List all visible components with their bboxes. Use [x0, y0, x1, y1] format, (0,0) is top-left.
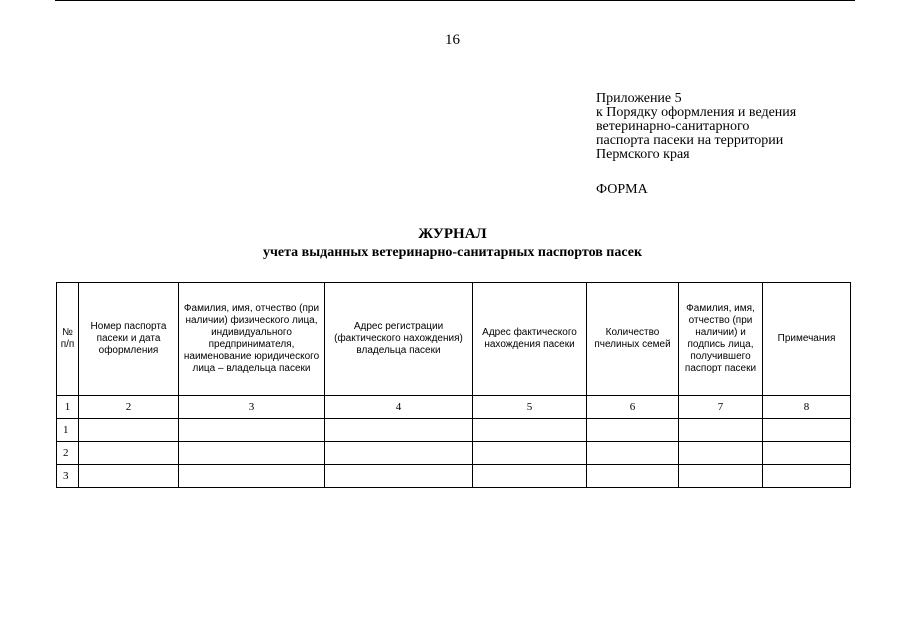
document-title: ЖУРНАЛ: [418, 226, 487, 242]
appendix-line: Приложение 5: [596, 91, 682, 106]
table-cell: [473, 419, 587, 442]
table-cell: [179, 465, 325, 488]
column-number-cell: 6: [587, 396, 679, 419]
appendix-line: к Порядку оформления и ведения: [596, 105, 797, 120]
header-cell: Адрес фактического нахождения пасеки: [473, 283, 587, 396]
table-cell: [325, 465, 473, 488]
appendix-line: ветеринарно-санитарного: [596, 119, 750, 134]
column-number-cell: 7: [679, 396, 763, 419]
header-row: [57, 283, 851, 396]
column-number-cell: 3: [179, 396, 325, 419]
appendix-block: [596, 92, 796, 162]
table-cell: [179, 442, 325, 465]
table-row: [57, 419, 851, 442]
table-cell: [79, 442, 179, 465]
appendix-line: Пермского края: [596, 147, 690, 162]
header-cell: Адрес регистрации (фактического нахождения) владельца пасеки: [325, 283, 473, 396]
table-cell: [587, 419, 679, 442]
column-number-cell: 8: [763, 396, 851, 419]
header-cell: Примечания: [763, 283, 851, 396]
header-cell: Номер паспорта пасеки и дата оформления: [79, 283, 179, 396]
form-label: ФОРМА: [596, 182, 648, 197]
column-number-cell: 4: [325, 396, 473, 419]
table-cell: [179, 419, 325, 442]
table-cell: [763, 465, 851, 488]
table-cell: [79, 419, 179, 442]
header-cell: Фамилия, имя, отчество (при наличии) физического лица, индивидуального предпринимателя, наименование юридического лица – владельца пасеки: [179, 283, 325, 396]
table-cell: [763, 419, 851, 442]
row-number-cell: 2: [57, 442, 79, 465]
appendix-line: паспорта пасеки на территории: [596, 133, 784, 148]
top-rule: [55, 0, 855, 1]
row-number-cell: 1: [57, 419, 79, 442]
row-number-cell: 3: [57, 465, 79, 488]
journal-table: [56, 282, 851, 488]
document-subtitle: учета выданных ветеринарно-санитарных паспортов пасек: [262, 245, 643, 260]
table-cell: [325, 419, 473, 442]
column-number-cell: 5: [473, 396, 587, 419]
page-number: 16: [445, 32, 460, 48]
table-cell: [587, 442, 679, 465]
header-cell: Фамилия, имя, отчество (при наличии) и подпись лица, получившего паспорт пасеки: [679, 283, 763, 396]
table-cell: [473, 442, 587, 465]
column-number-cell: 2: [79, 396, 179, 419]
table-cell: [325, 442, 473, 465]
header-cell: № п/п: [57, 283, 79, 396]
table-cell: [679, 419, 763, 442]
column-number-cell: 1: [57, 396, 79, 419]
table-cell: [679, 465, 763, 488]
table-cell: [679, 442, 763, 465]
table-row: [57, 465, 851, 488]
table-cell: [79, 465, 179, 488]
column-number-row: [57, 396, 851, 419]
header-cell: Количество пчелиных семей: [587, 283, 679, 396]
table-cell: [763, 442, 851, 465]
table-cell: [587, 465, 679, 488]
table-cell: [473, 465, 587, 488]
table-row: [57, 442, 851, 465]
